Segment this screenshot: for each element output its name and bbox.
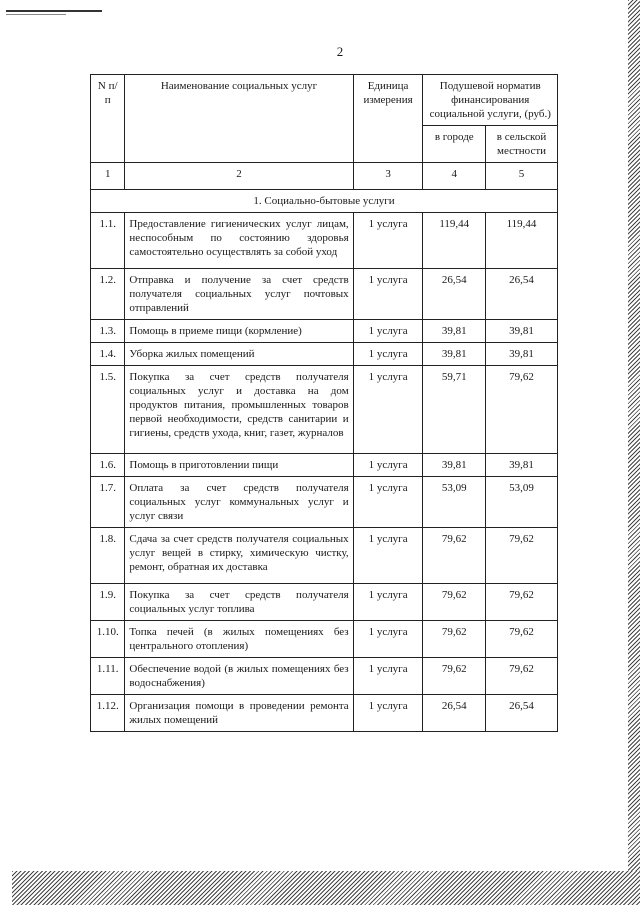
- norm-city: 26,54: [423, 269, 486, 320]
- norm-rural: 79,62: [486, 621, 558, 658]
- header-norm: Подушевой норматив финансирования социальной услуги, (руб.): [423, 75, 558, 126]
- service-name: Предоставление гигиенических услуг лицам, неспособным по состоянию здоровья самостоятельно осуществлять за собой уход: [125, 213, 353, 269]
- service-name: Покупка за счет средств получателя социальных услуг топлива: [125, 584, 353, 621]
- norm-city: 79,62: [423, 621, 486, 658]
- row-number: 1.8.: [91, 528, 125, 584]
- column-number: 2: [125, 163, 353, 190]
- norm-rural: 53,09: [486, 477, 558, 528]
- norm-rural: 79,62: [486, 584, 558, 621]
- table-row: [91, 269, 558, 320]
- norm-city: 119,44: [423, 213, 486, 269]
- table-row: [91, 528, 558, 584]
- unit-of-measure: 1 услуга: [353, 366, 423, 454]
- unit-of-measure: 1 услуга: [353, 621, 423, 658]
- unit-of-measure: 1 услуга: [353, 269, 423, 320]
- row-number: 1.7.: [91, 477, 125, 528]
- unit-of-measure: 1 услуга: [353, 477, 423, 528]
- header-rural: в сельской местности: [486, 126, 558, 163]
- row-number: 1.12.: [91, 695, 125, 732]
- table-row: [91, 213, 558, 269]
- service-name: Обеспечение водой (в жилых помещениях без водоснабжения): [125, 658, 353, 695]
- norm-rural: 26,54: [486, 269, 558, 320]
- norm-city: 79,62: [423, 528, 486, 584]
- section-row: [91, 190, 558, 213]
- column-number-row: [91, 163, 558, 190]
- header-unit: Единица измерения: [353, 75, 423, 163]
- norm-rural: 79,62: [486, 658, 558, 695]
- norm-city: 39,81: [423, 343, 486, 366]
- header-name: Наименование социальных услуг: [125, 75, 353, 163]
- service-name: Отправка и получение за счет средств получателя социальных услуг почтовых отправлений: [125, 269, 353, 320]
- row-number: 1.2.: [91, 269, 125, 320]
- row-number: 1.11.: [91, 658, 125, 695]
- norm-city: 39,81: [423, 454, 486, 477]
- table-row: [91, 454, 558, 477]
- header-num: N п/п: [91, 75, 125, 163]
- unit-of-measure: 1 услуга: [353, 695, 423, 732]
- row-number: 1.3.: [91, 320, 125, 343]
- service-name: Помощь в приготовлении пищи: [125, 454, 353, 477]
- service-name: Оплата за счет средств получателя социальных услуг коммунальных услуг и услуг связи: [125, 477, 353, 528]
- service-name: Организация помощи в проведении ремонта жилых помещений: [125, 695, 353, 732]
- norm-city: 53,09: [423, 477, 486, 528]
- unit-of-measure: 1 услуга: [353, 528, 423, 584]
- section-title: 1. Социально-бытовые услуги: [91, 190, 558, 213]
- page-number: 2: [336, 44, 344, 59]
- norm-rural: 39,81: [486, 343, 558, 366]
- table-row: [91, 320, 558, 343]
- unit-of-measure: 1 услуга: [353, 343, 423, 366]
- unit-of-measure: 1 услуга: [353, 454, 423, 477]
- table-row: [91, 477, 558, 528]
- unit-of-measure: 1 услуга: [353, 658, 423, 695]
- column-number: 5: [486, 163, 558, 190]
- header-city: в городе: [423, 126, 486, 163]
- norm-rural: 79,62: [486, 528, 558, 584]
- column-number: 4: [423, 163, 486, 190]
- table-row: [91, 584, 558, 621]
- service-name: Покупка за счет средств получателя социальных услуг и доставка на дом продуктов питания, промышленных товаров первой необходимости, средств санитарии и гигиены, средств ухода, книг, газет, журналов: [125, 366, 353, 454]
- scan-edge-right: [628, 0, 640, 905]
- norm-city: 26,54: [423, 695, 486, 732]
- unit-of-measure: 1 услуга: [353, 213, 423, 269]
- service-name: Уборка жилых помещений: [125, 343, 353, 366]
- column-number: 3: [353, 163, 423, 190]
- unit-of-measure: 1 услуга: [353, 584, 423, 621]
- norms-table: [90, 74, 558, 732]
- norm-city: 79,62: [423, 584, 486, 621]
- row-number: 1.6.: [91, 454, 125, 477]
- norm-rural: 79,62: [486, 366, 558, 454]
- table-row: [91, 695, 558, 732]
- table-row: [91, 621, 558, 658]
- norm-city: 59,71: [423, 366, 486, 454]
- table-row: [91, 366, 558, 454]
- norm-rural: 39,81: [486, 320, 558, 343]
- service-name: Помощь в приеме пищи (кормление): [125, 320, 353, 343]
- unit-of-measure: 1 услуга: [353, 320, 423, 343]
- row-number: 1.4.: [91, 343, 125, 366]
- table-row: [91, 343, 558, 366]
- row-number: 1.9.: [91, 584, 125, 621]
- norm-city: 39,81: [423, 320, 486, 343]
- scan-artifact-line: [6, 14, 66, 15]
- service-name: Топка печей (в жилых помещениях без центрального отопления): [125, 621, 353, 658]
- row-number: 1.5.: [91, 366, 125, 454]
- row-number: 1.10.: [91, 621, 125, 658]
- table-row: [91, 658, 558, 695]
- norm-rural: 39,81: [486, 454, 558, 477]
- scan-artifact-line: [6, 10, 102, 12]
- norm-rural: 26,54: [486, 695, 558, 732]
- row-number: 1.1.: [91, 213, 125, 269]
- norm-city: 79,62: [423, 658, 486, 695]
- scan-edge-bottom: [12, 871, 640, 905]
- column-number: 1: [91, 163, 125, 190]
- service-name: Сдача за счет средств получателя социальных услуг вещей в стирку, химическую чистку, ремонт, обратная их доставка: [125, 528, 353, 584]
- norm-rural: 119,44: [486, 213, 558, 269]
